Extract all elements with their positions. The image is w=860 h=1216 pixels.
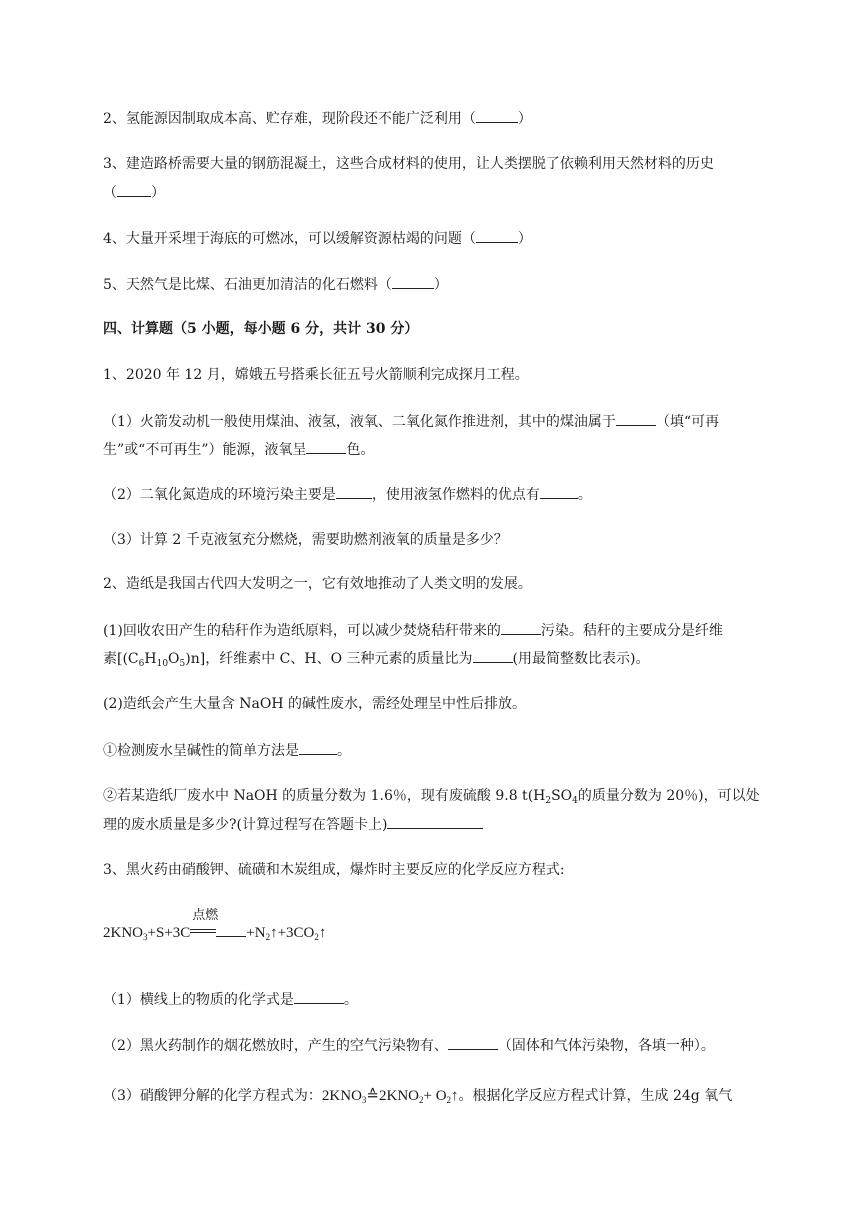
reaction-equation: $2KNO_3+S+3C$ 点燃 $+N_2↑+3CO_2↑$ (103, 908, 327, 942)
answer-blank[interactable] (540, 484, 578, 499)
calc2-part1-cont: 素$[(C_6H_{10}O_5)n]$，纤维素中 C、H、O 三种元素的质量比为 (用最简整数比表示)。 (103, 648, 649, 669)
calc3-part3: （3）硝酸钾分解的化学方程式为：$2KNO_3≙2KNO_2+$ $O_2↑$。根据化学反应方程式计算，生成 24g 氧气 (103, 1088, 733, 1105)
answer-blank[interactable] (216, 922, 246, 937)
calc2-stem: 2、造纸是我国古代四大发明之一，它有效地推动了人类文明的发展。 (103, 576, 532, 592)
answer-blank[interactable] (299, 740, 337, 755)
answer-blank[interactable] (294, 989, 344, 1004)
answer-blank[interactable] (476, 108, 518, 123)
calc2-part1: (1)回收农田产生的秸秆作为造纸原料，可以减少焚烧秸秆带来的 污染。秸秆的主要成分是纤维 (103, 620, 723, 641)
question-3-cont: （ ） (103, 182, 165, 203)
answer-blank[interactable] (336, 484, 372, 499)
calc2-sub2-cont: 理的废水质量是多少?(计算过程写在答题卡上) (103, 814, 483, 835)
reaction-condition: 点燃 (190, 923, 216, 943)
question-3-text: 3、建造路桥需要大量的钢筋混凝土，这些合成材料的使用，让人类摆脱了依赖利用天然材料的历史 (103, 156, 714, 172)
calc3-stem: 3、黑火药由硝酸钾、硫磺和木炭组成，爆炸时主要反应的化学反应方程式: (103, 862, 565, 878)
calc3-part1: （1）横线上的物质的化学式是 。 (103, 989, 358, 1010)
equals-sign (190, 929, 216, 933)
calc3-part2: （2）黑火药制作的烟花燃放时，产生的空气污染物有、 （固体和气体污染物，各填一种）。 (103, 1035, 715, 1056)
question-4: 4、大量开采埋于海底的可燃冰，可以缓解资源枯竭的问题（ ） (103, 228, 532, 249)
answer-blank[interactable] (387, 814, 483, 829)
question-2-text: 2、氢能源因制取成本高、贮存难，现阶段还不能广泛利用（ (103, 111, 476, 127)
question-5-text: 5、天然气是比煤、石油更加清洁的化石燃料（ (103, 277, 392, 293)
calc2-part2: (2)造纸会产生大量含 NaOH 的碱性废水，需经处理呈中性后排放。 (103, 696, 527, 712)
answer-blank[interactable] (448, 1035, 498, 1050)
question-2: 2、氢能源因制取成本高、贮存难，现阶段还不能广泛利用（ ） (103, 108, 532, 129)
answer-blank[interactable] (306, 439, 346, 454)
answer-blank[interactable] (476, 228, 518, 243)
calc1-part3: （3）计算 2 千克液氢充分燃烧，需要助燃剂液氧的质量是多少？ (103, 532, 508, 548)
calc2-sub1: ①检测废水呈碱性的简单方法是 。 (103, 740, 351, 761)
question-4-text: 4、大量开采埋于海底的可燃冰，可以缓解资源枯竭的问题（ (103, 231, 476, 247)
question-5: 5、天然气是比煤、石油更加清洁的化石燃料（ ） (103, 274, 448, 295)
decomposition-equation: $2KNO_3≙2KNO_2+$ $O_2↑$ (321, 1088, 459, 1105)
answer-blank[interactable] (616, 411, 656, 426)
section-title: 四、计算题（5 小题，每小题 6 分，共计 30 分） (103, 321, 419, 337)
calc1-part1-cont: 生”或“不可再生”）能源，液氧呈 色。 (103, 439, 374, 460)
question-3 (103, 154, 714, 174)
calc2-sub2: ②若某造纸厂废水中 NaOH 的质量分数为 1.6％，现有废硫酸 9.8 $t(H_2SO_4$的质量分数为 20％)，可以处 (103, 788, 760, 806)
answer-blank[interactable] (501, 620, 541, 635)
answer-blank[interactable] (473, 648, 513, 663)
calc1-part1: （1）火箭发动机一般使用煤油、液氢，液氧、二氧化氮作推进剂，其中的煤油属于 （填“可再 (103, 411, 719, 432)
calc1-part2: （2）二氧化氮造成的环境污染主要是 ，使用液氢作燃料的优点有 。 (103, 484, 592, 505)
calc1-stem: 1、2020 年 12 月，嫦娥五号搭乘长征五号火箭顺利完成探月工程。 (103, 367, 529, 383)
answer-blank[interactable] (117, 182, 151, 197)
answer-blank[interactable] (392, 274, 434, 289)
